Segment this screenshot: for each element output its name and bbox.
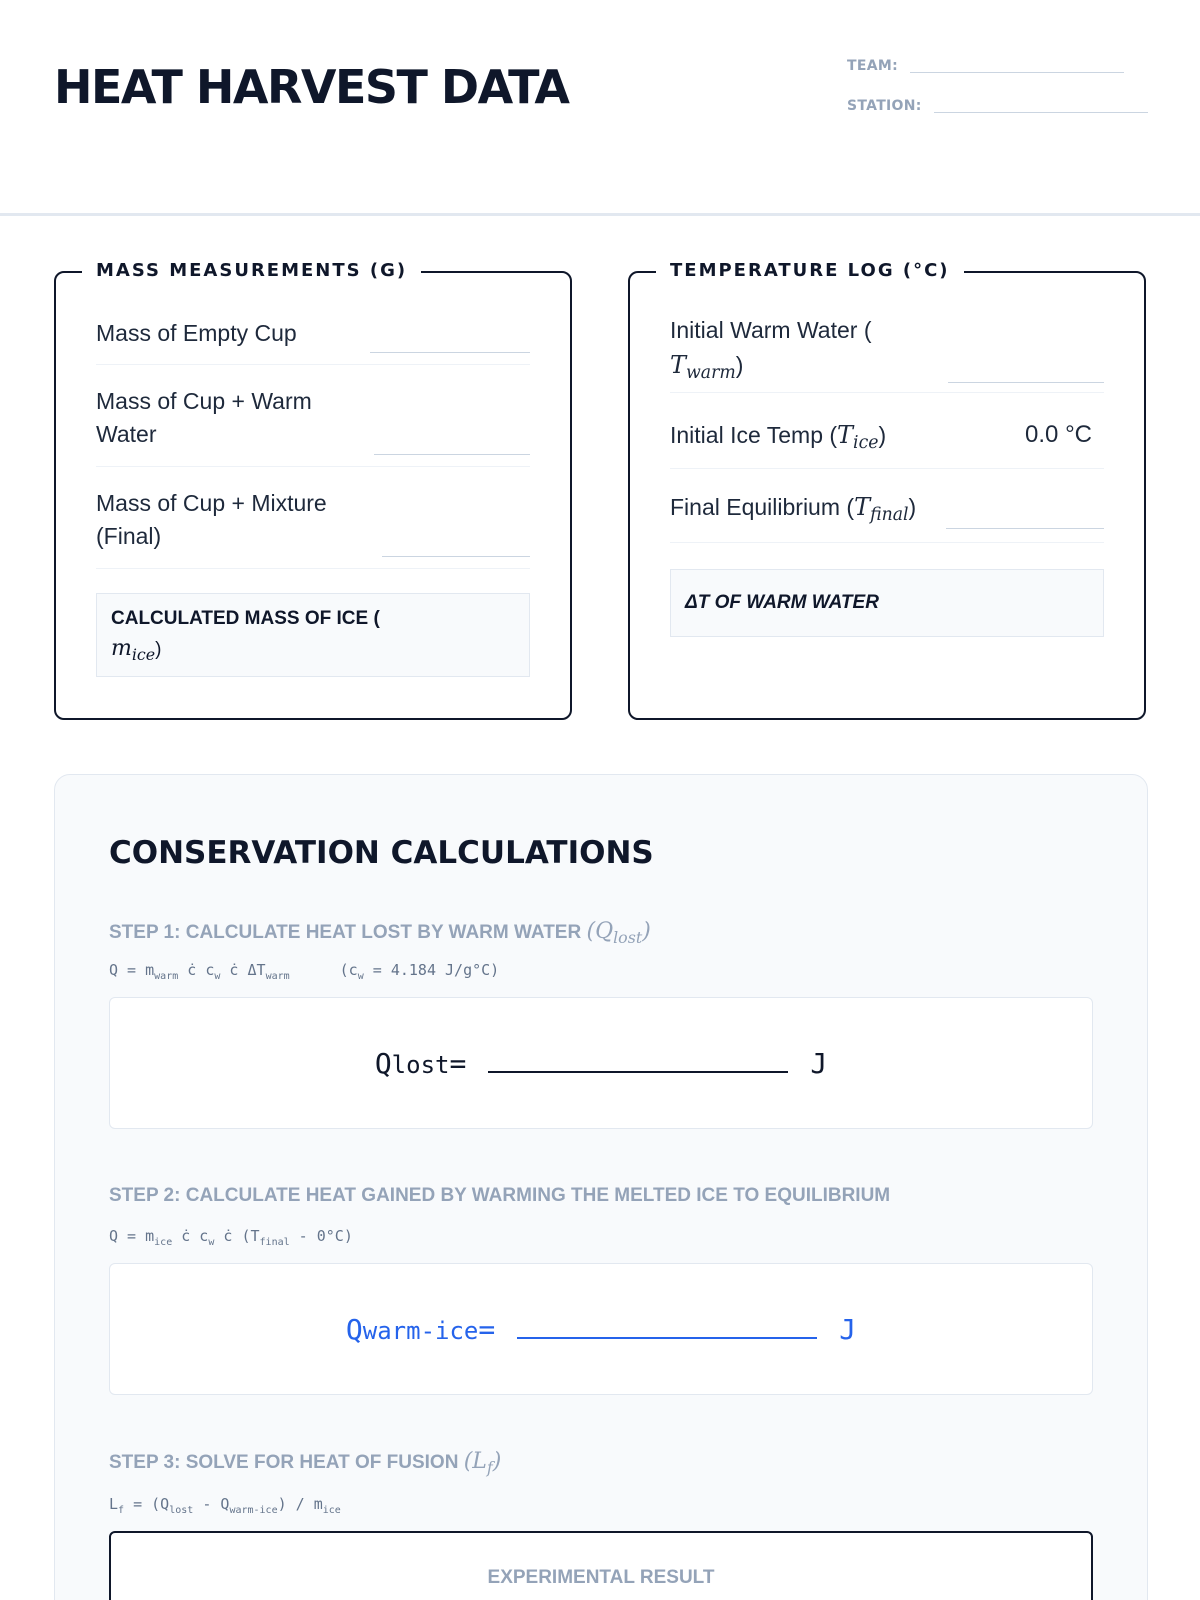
- mass-cup-mixture-row: [96, 485, 530, 569]
- calculated-mass-ice-label: CALCULATED MASS OF ICE ( $m_{ice}$): [111, 608, 380, 664]
- step2-answer-box: [109, 1263, 1093, 1395]
- q-warm-ice-symbol: Qwarm-ice=: [345, 1312, 496, 1346]
- step1-formula: $Q = m_{warm}$ ċ $c_w$ ċ $\Delta T_{warm}$ ($c_w = 4.184$ J/g°C): [109, 961, 500, 982]
- temperature-legend: TEMPERATURE LOG (°C): [656, 260, 964, 281]
- ice-temp-row: [670, 411, 1104, 469]
- q-lost-field[interactable]: [488, 1071, 788, 1073]
- temperature-log-card: [628, 260, 1146, 720]
- mass-empty-cup-field[interactable]: [370, 351, 530, 353]
- team-label: TEAM:: [847, 58, 898, 74]
- q-warm-ice-field[interactable]: [517, 1337, 817, 1339]
- final-equilibrium-field[interactable]: [946, 527, 1104, 529]
- q-warm-ice-unit: J: [839, 1312, 857, 1346]
- ice-temp-value: 0.0 °C: [1025, 421, 1092, 448]
- team-row: [847, 58, 1124, 74]
- mass-cup-mixture-label: Mass of Cup + Mixture (Final): [96, 490, 327, 549]
- step3-formula: $L_f = (Q_{lost} - Q_{warm-ice}) / m_{ice}$: [109, 1495, 341, 1516]
- page-header: [0, 0, 1200, 216]
- step2-title: STEP 2: CALCULATE HEAT GAINED BY WARMING THE MELTED ICE TO EQUILIBRIUM: [109, 1185, 891, 1206]
- q-lost-unit: J: [810, 1046, 828, 1080]
- calculated-mass-ice-box: [96, 593, 530, 677]
- delta-t-box: [670, 569, 1104, 637]
- warm-water-temp-label: Initial Warm Water ( $T_{warm}$): [670, 317, 872, 384]
- mass-empty-cup-label: Mass of Empty Cup: [96, 320, 297, 346]
- experimental-result-label: EXPERIMENTAL RESULT: [487, 1567, 715, 1588]
- warm-water-temp-field[interactable]: [948, 381, 1104, 383]
- experimental-result-box: [109, 1531, 1093, 1600]
- mass-cup-warm-field[interactable]: [374, 453, 530, 455]
- final-equilibrium-row: [670, 485, 1104, 543]
- mass-cup-warm-row: [96, 383, 530, 467]
- final-equilibrium-label: Final Equilibrium $(T_{final})$: [670, 493, 917, 526]
- mass-legend: MASS MEASUREMENTS (G): [82, 260, 421, 281]
- team-field[interactable]: [910, 71, 1124, 73]
- step3-title: STEP 3: SOLVE FOR HEAT OF FUSION $(L_f)$: [109, 1449, 502, 1477]
- conservation-calculations-panel: [54, 774, 1148, 1600]
- page-title: HEAT HARVEST DATA: [54, 60, 569, 114]
- delta-t-label: ΔT OF WARM WATER: [685, 592, 879, 613]
- q-lost-symbol: Qlost=: [374, 1046, 467, 1080]
- station-row: [847, 98, 1148, 114]
- step1-answer-box: [109, 997, 1093, 1129]
- q-lost-answer: [110, 998, 1092, 1128]
- mass-cup-warm-label: Mass of Cup + Warm Water: [96, 388, 312, 447]
- conservation-title: CONSERVATION CALCULATIONS: [109, 835, 654, 871]
- station-label: STATION:: [847, 98, 922, 114]
- mass-measurements-card: [54, 260, 572, 720]
- ice-temp-label: Initial Ice Temp $(T_{ice})$: [670, 421, 887, 454]
- station-field[interactable]: [934, 111, 1148, 113]
- step2-formula: $Q = m_{ice}$ ċ $c_w$ ċ $(T_{final} - 0^\circ C)$: [109, 1227, 353, 1248]
- mass-cup-mixture-field[interactable]: [382, 555, 530, 557]
- q-warm-ice-answer: [110, 1264, 1092, 1394]
- step1-title: STEP 1: CALCULATE HEAT LOST BY WARM WATER $(Q_{lost})$: [109, 919, 651, 947]
- warm-water-temp-row: [670, 313, 1104, 393]
- mass-empty-cup-row: [96, 313, 530, 365]
